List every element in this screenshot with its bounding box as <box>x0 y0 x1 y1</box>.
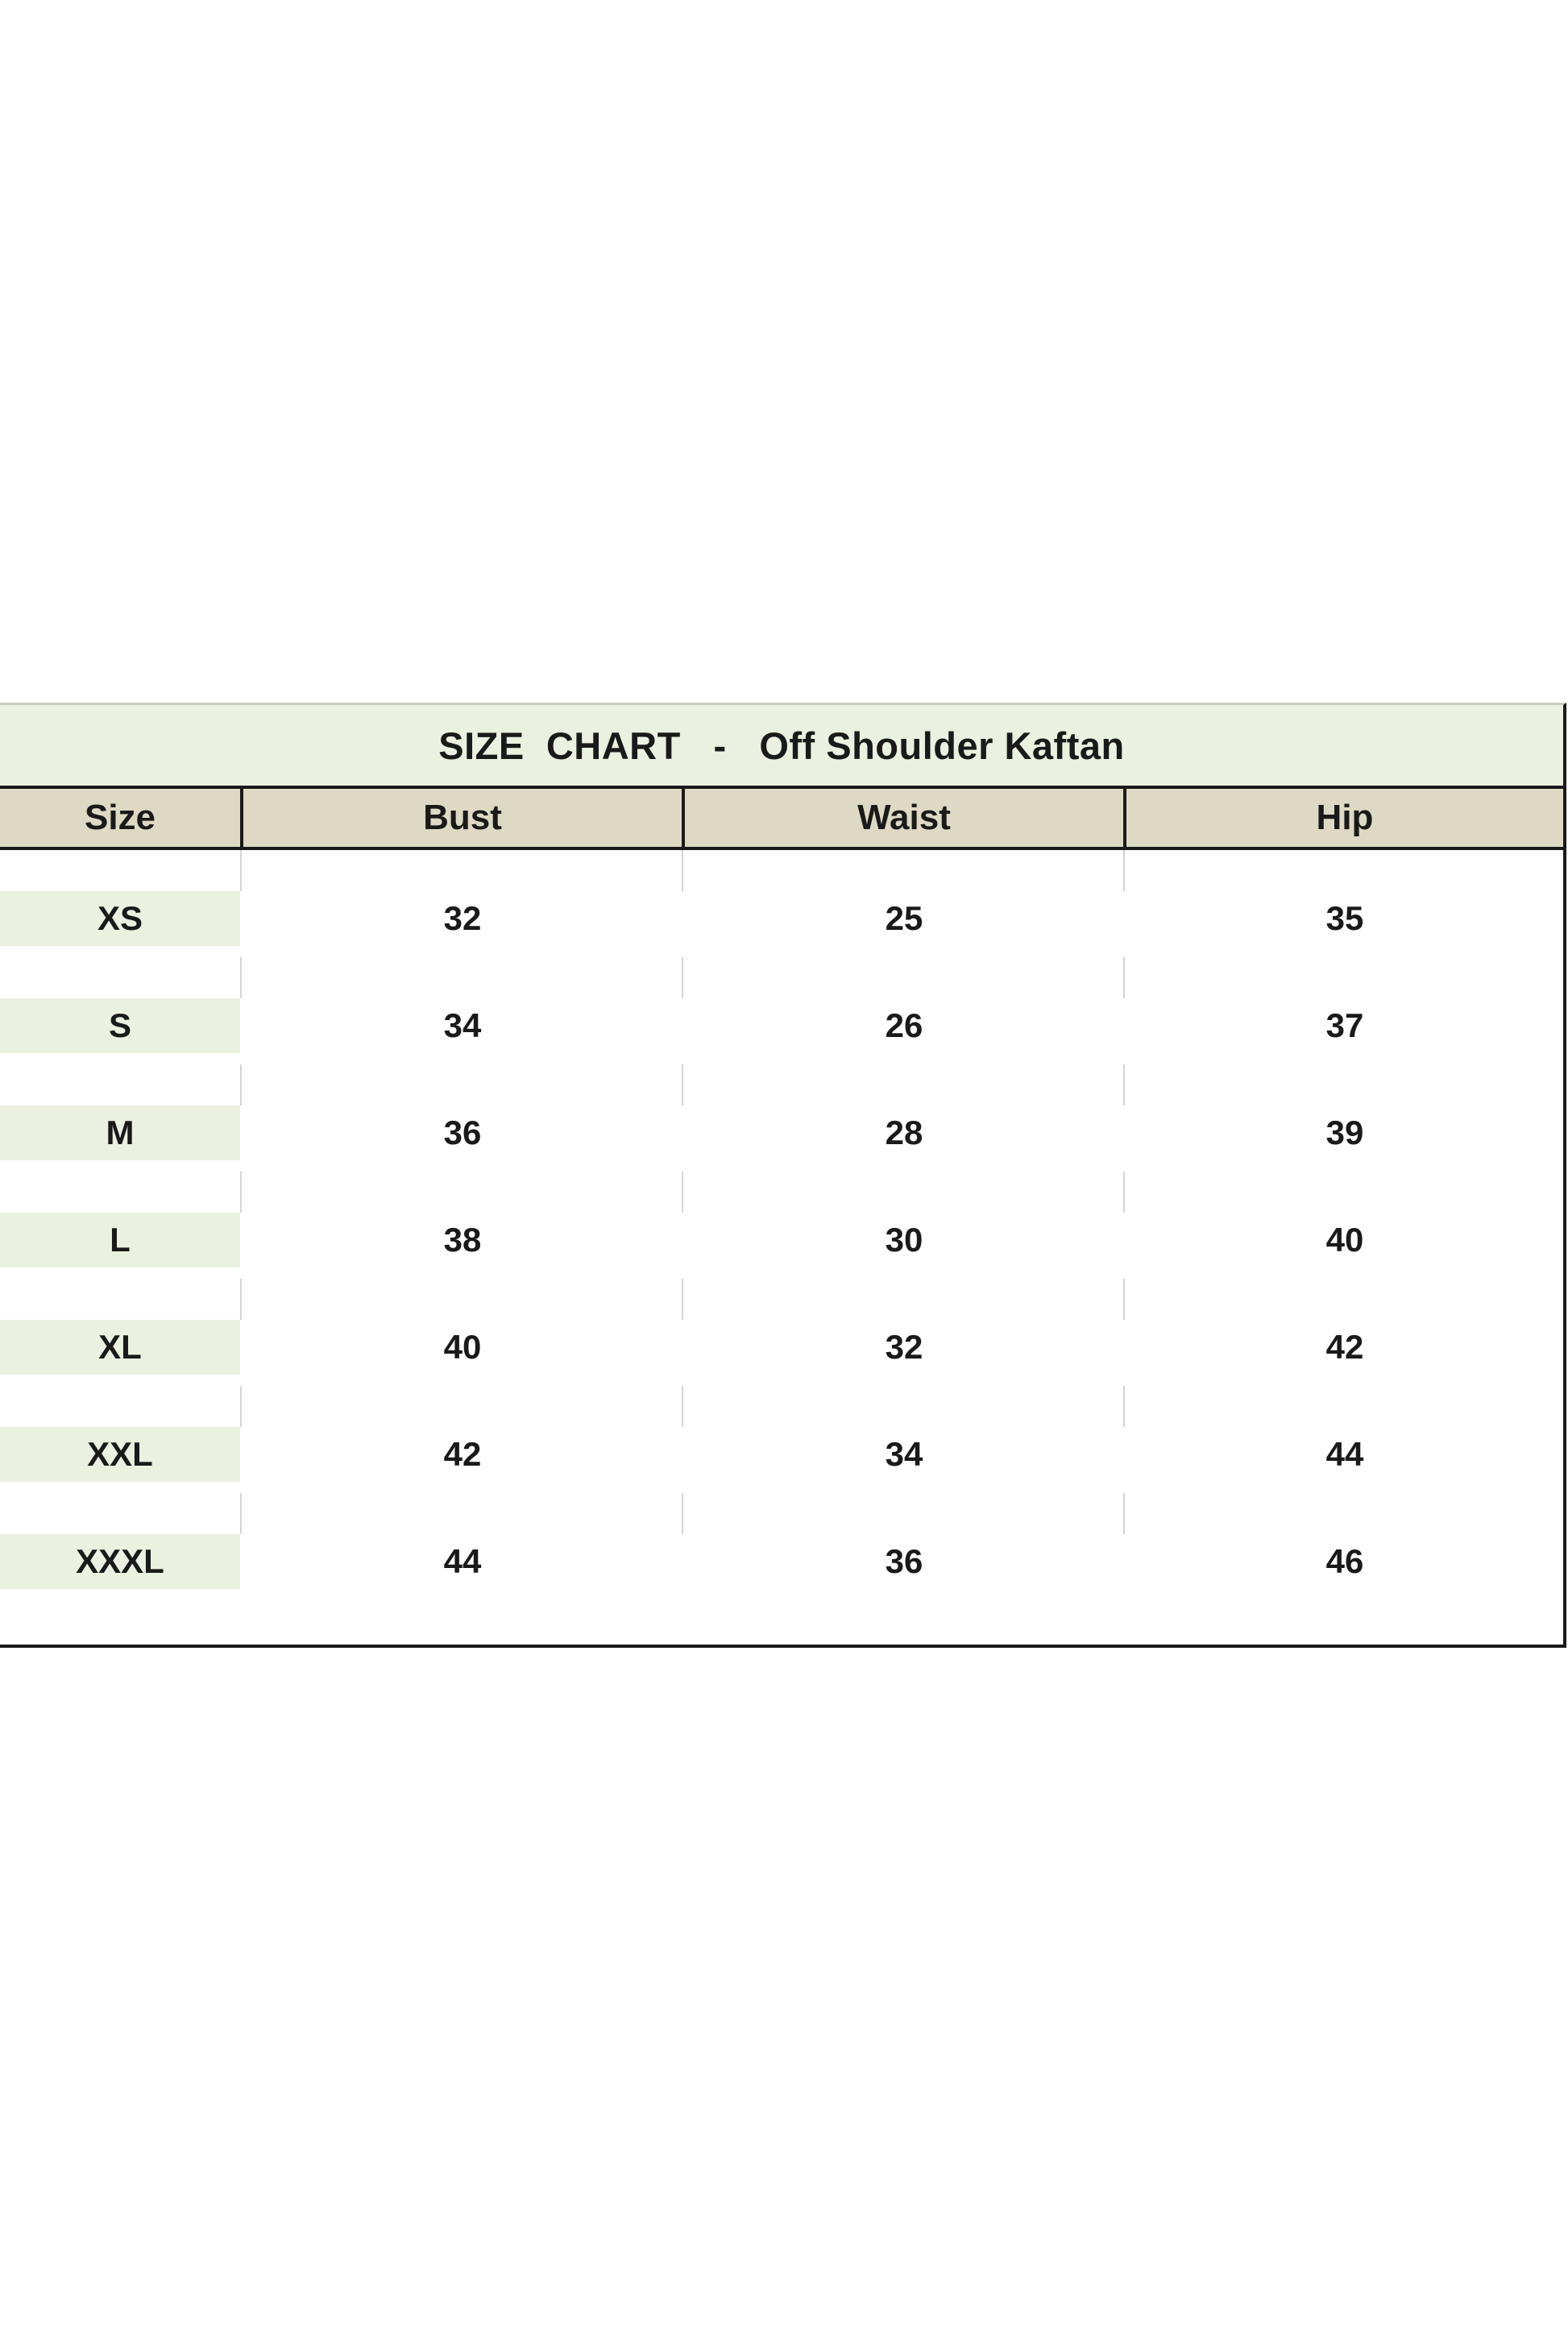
table-row <box>0 1172 1563 1279</box>
table-body <box>0 850 1563 1647</box>
bust-value: 38 <box>443 1221 482 1259</box>
header-row <box>0 789 1563 850</box>
size-label: XL <box>0 1320 240 1375</box>
grid-line <box>1123 1172 1125 1213</box>
hip-value: 44 <box>1325 1435 1364 1473</box>
table-row <box>0 1279 1563 1386</box>
hip-value: 35 <box>1325 899 1364 937</box>
grid-line <box>682 1172 683 1213</box>
grid-line <box>240 850 242 891</box>
waist-value: 25 <box>885 899 923 937</box>
table-row <box>0 957 1563 1064</box>
size-label: XXXL <box>0 1534 240 1589</box>
chart-title: SIZE CHART - Off Shoulder Kaftan <box>438 724 1125 767</box>
grid-line <box>682 1064 683 1105</box>
hip-value: 46 <box>1325 1542 1364 1580</box>
size-label: XXL <box>0 1427 240 1482</box>
header-hip: Hip <box>1316 798 1374 837</box>
waist-value: 32 <box>885 1328 923 1366</box>
header-bust: Bust <box>423 798 502 837</box>
grid-line <box>682 1493 683 1534</box>
table-row <box>0 1064 1563 1172</box>
size-label: L <box>0 1213 240 1267</box>
grid-line <box>682 1279 683 1320</box>
size-label: M <box>0 1105 240 1160</box>
bust-value: 40 <box>443 1328 482 1366</box>
header-divider <box>682 789 685 850</box>
size-label: S <box>0 998 240 1053</box>
grid-line <box>240 957 242 998</box>
grid-line <box>1123 957 1125 998</box>
waist-value: 34 <box>885 1435 923 1473</box>
table-row <box>0 850 1563 957</box>
waist-value: 28 <box>885 1114 923 1151</box>
bust-value: 44 <box>443 1542 482 1580</box>
waist-value: 36 <box>885 1542 923 1580</box>
header-size: Size <box>84 798 156 837</box>
bust-value: 36 <box>443 1114 482 1151</box>
grid-line <box>1123 1493 1125 1534</box>
grid-line <box>240 1064 242 1105</box>
hip-value: 42 <box>1325 1328 1364 1366</box>
table-row <box>0 1493 1563 1600</box>
table-row <box>0 1386 1563 1493</box>
hip-value: 37 <box>1325 1006 1364 1044</box>
grid-line <box>682 957 683 998</box>
bust-value: 42 <box>443 1435 482 1473</box>
grid-line <box>1123 850 1125 891</box>
grid-line <box>682 850 683 891</box>
waist-value: 30 <box>885 1221 923 1259</box>
grid-line <box>240 1172 242 1213</box>
header-divider <box>1123 789 1126 850</box>
hip-value: 40 <box>1325 1221 1364 1259</box>
grid-line <box>1123 1386 1125 1427</box>
grid-line <box>240 1279 242 1320</box>
header-divider <box>240 789 243 850</box>
size-chart-table <box>0 703 1566 1648</box>
grid-line <box>240 1493 242 1534</box>
size-label: XS <box>0 891 240 946</box>
grid-line <box>240 1386 242 1427</box>
chart-title-bar <box>0 705 1563 789</box>
bust-value: 34 <box>443 1006 482 1044</box>
hip-value: 39 <box>1325 1114 1364 1151</box>
bust-value: 32 <box>443 899 482 937</box>
grid-line <box>682 1386 683 1427</box>
grid-line <box>1123 1279 1125 1320</box>
waist-value: 26 <box>885 1006 923 1044</box>
grid-line <box>1123 1064 1125 1105</box>
header-waist: Waist <box>857 798 951 837</box>
